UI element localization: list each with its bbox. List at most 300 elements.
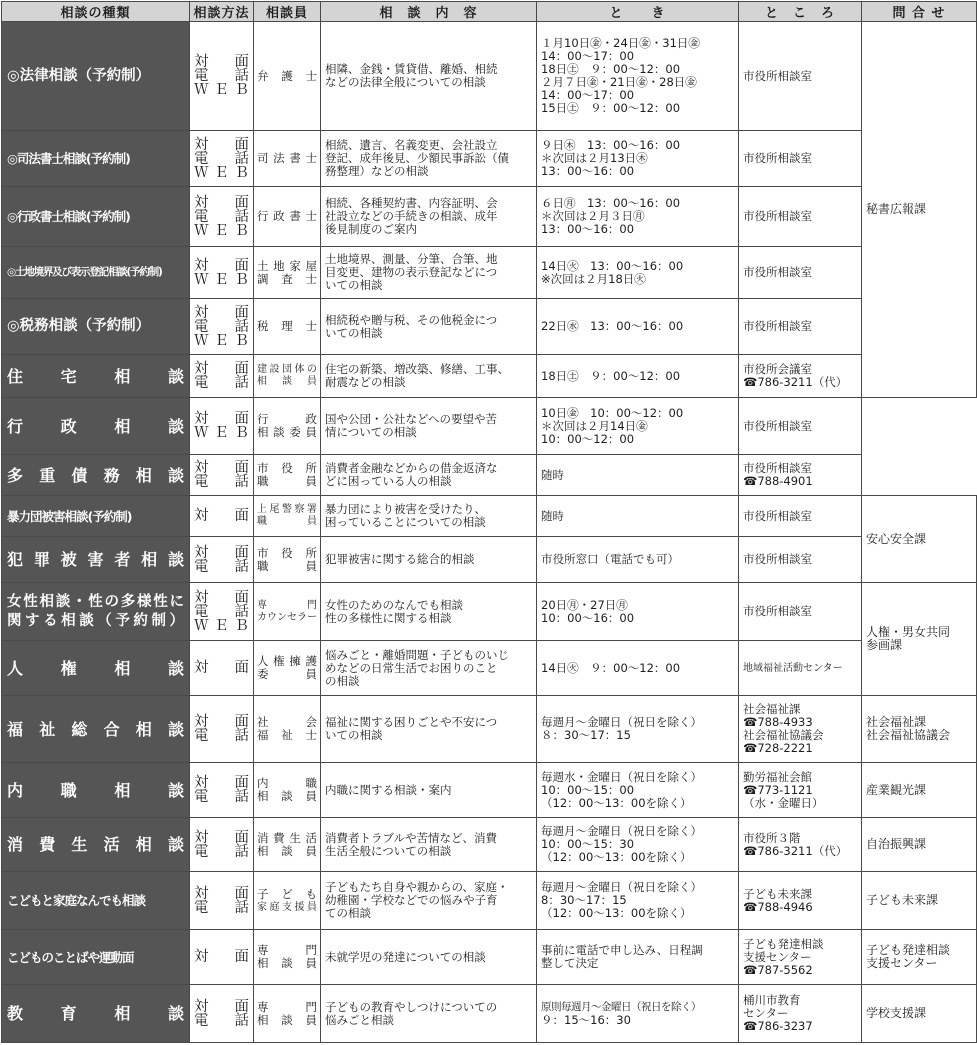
table-row <box>2 299 977 355</box>
contact-line: 参画課 <box>866 638 903 652</box>
row-type <box>2 930 190 985</box>
method-item: Ｗ Ｅ Ｂ <box>194 82 249 98</box>
counselor-line: 社 会 <box>257 715 317 729</box>
row-type <box>2 985 190 1043</box>
row-place <box>739 131 862 187</box>
time-line: 22日㊌ 13：00～16：00 <box>541 319 684 333</box>
time-line: ６日㊊ 13：00～16：00 <box>541 196 681 210</box>
method-item: 電 話 <box>194 789 249 805</box>
consultation-table <box>1 1 977 1043</box>
row-method <box>190 872 254 930</box>
content-line: 相続、各種契約書、内容証明、会 <box>325 196 498 210</box>
contact-line: 支援センター <box>866 956 938 970</box>
contact-cell <box>862 818 977 872</box>
table-row <box>2 355 977 398</box>
place-phone: ☎786-3211（代） <box>743 375 848 389</box>
row-type <box>2 537 190 583</box>
counselor-line: 調 査 士 <box>257 271 317 286</box>
method-item: 対 面 <box>194 714 249 730</box>
row-method <box>190 455 254 496</box>
time-line: 14日㊋ 13：00～16：00 <box>541 258 684 273</box>
method-item: Ｗ Ｅ Ｂ <box>194 164 249 181</box>
table-row <box>2 696 977 763</box>
row-content <box>321 537 537 583</box>
place-line: 桶川市教育 <box>743 993 801 1007</box>
method-item: Ｗ Ｅ Ｂ <box>194 222 249 239</box>
row-type-label: 住宅相談 <box>7 366 184 386</box>
header-type: 相談の種類 <box>2 2 190 22</box>
time-line: 随時 <box>541 467 564 482</box>
time-line: ＊次回は２月３日㊊ <box>541 209 645 223</box>
place-line: 市役所相談室 <box>743 508 812 523</box>
row-time <box>537 131 739 187</box>
row-content <box>321 872 537 930</box>
row-time <box>537 818 739 872</box>
row-time <box>537 187 739 247</box>
content-line: 生活全般についての相談 <box>325 843 452 858</box>
time-line: 毎週水・金曜日（祝日を除く） <box>541 769 702 784</box>
row-type <box>2 131 190 187</box>
content-line: 登記、成年後見、少額民事訴訟（債 <box>325 151 509 165</box>
time-line: 整して決定 <box>541 956 599 970</box>
time-line: ８：30～17：15 <box>541 728 631 742</box>
row-time <box>537 398 739 455</box>
row-method <box>190 299 254 355</box>
row-type-label: 行政相談 <box>7 416 184 436</box>
row-time <box>537 496 739 537</box>
row-type <box>2 818 190 872</box>
row-type-label: ◎法律相談（予約制） <box>7 67 151 84</box>
content-line: 困っていることについての相談 <box>325 515 486 529</box>
time-line: ９日㊍ 13：00～16：00 <box>541 138 681 152</box>
counselor-line: 人権擁護 <box>257 654 317 668</box>
time-line: 10：00～12：00 <box>541 431 635 446</box>
content-line: 相続、遺言、名義変更、会社設立 <box>325 138 498 152</box>
method-item: 対 面 <box>194 361 249 377</box>
header-counselor: 相談員 <box>254 2 321 22</box>
method-item: 電 話 <box>194 68 249 84</box>
row-content <box>321 763 537 818</box>
row-time <box>537 537 739 583</box>
row-counselor <box>254 872 321 930</box>
table-row <box>2 247 977 299</box>
row-type <box>2 355 190 398</box>
content-line: 性の多様性に関する相談 <box>325 610 452 625</box>
time-line: １月10日㊎・24日㊎・31日㊎ <box>541 36 700 50</box>
table-row <box>2 583 977 641</box>
time-line: （12：00～13：00を除く） <box>541 795 692 810</box>
row-place <box>739 398 862 455</box>
row-content <box>321 496 537 537</box>
row-content <box>321 818 537 872</box>
place-line: 市役所相談室 <box>743 68 812 83</box>
method-item: 対 面 <box>194 54 249 70</box>
counselor-line: 専 門 <box>257 999 317 1014</box>
content-line: 幼稚園・学校などでの悩みや子育 <box>325 893 498 907</box>
row-time <box>537 872 739 930</box>
table-row <box>2 537 977 583</box>
place-phone: ☎786-3237 <box>743 1019 813 1033</box>
place-phone: ☎787-5562 <box>743 962 813 977</box>
counselor-line: 職 員 <box>257 558 317 573</box>
method-item: 電 話 <box>194 375 249 391</box>
content-line: めなどの日常生活でお困りのこと <box>325 660 498 675</box>
header-place: と こ ろ <box>739 2 862 22</box>
content-line: 後見制度のご案内 <box>325 222 417 236</box>
row-counselor <box>254 537 321 583</box>
header-content: 相 談 内 容 <box>321 2 537 22</box>
row-type-label: 消費生活相談 <box>7 835 184 854</box>
row-type <box>2 398 190 455</box>
content-line: 土地境界、測量、分筆、合筆、地 <box>325 252 498 266</box>
method-item: 対 面 <box>194 829 249 846</box>
counselor-line: 家庭支援員 <box>257 901 317 913</box>
row-method <box>190 696 254 763</box>
row-content <box>321 985 537 1043</box>
place-line: 社会福祉課 <box>743 702 801 716</box>
content-line: 務整理）などの相談 <box>325 164 429 178</box>
content-line: 相隣、金銭・賃貸借、離婚、相続 <box>325 62 498 76</box>
row-method <box>190 496 254 537</box>
row-content <box>321 247 537 299</box>
row-type-label: こどもと家庭なんでも相談 <box>7 893 146 908</box>
counselor-line: 行 政 <box>257 412 317 426</box>
method-item: 電 話 <box>194 474 249 490</box>
contact-line: 社会福祉協議会 <box>866 728 951 742</box>
contact-line: 学校支援課 <box>866 1006 927 1020</box>
table-row <box>2 22 977 131</box>
row-type <box>2 455 190 496</box>
content-line: の相談 <box>325 673 360 688</box>
place-phone: ☎728-2221 <box>743 741 813 755</box>
row-time <box>537 355 739 398</box>
row-counselor <box>254 455 321 496</box>
row-counselor <box>254 398 321 455</box>
content-line: いての相談 <box>325 278 383 292</box>
counselor-line: 職 員 <box>257 516 317 527</box>
row-type-label: ◎税務相談（予約制） <box>7 318 151 334</box>
row-time <box>537 696 739 763</box>
place-line: 市役所相談室 <box>743 461 812 475</box>
time-line: 14日㊋ ９：00～12：00 <box>541 660 681 675</box>
row-type-label: ◎司法書士相談(予約制) <box>7 151 130 166</box>
content-line: どに困っている人の相談 <box>325 474 452 488</box>
counselor-line: 司法書士 <box>257 151 317 165</box>
contact-line: 子ども発達相談 <box>866 943 951 957</box>
row-place <box>739 187 862 247</box>
row-type-label: 福祉総合相談 <box>7 719 184 739</box>
row-type <box>2 583 190 641</box>
time-line: ２月７日㊎・21日㊎・28日㊎ <box>541 75 697 89</box>
row-time <box>537 22 739 131</box>
table-row <box>2 131 977 187</box>
place-line: （水・金曜日） <box>743 795 824 810</box>
content-line: 消費者トラブルや苦情など、消費 <box>325 830 498 845</box>
method-item: 対 面 <box>194 660 249 676</box>
row-type-label: こどものことばや運動面 <box>7 949 134 965</box>
row-place <box>739 583 862 641</box>
row-content <box>321 455 537 496</box>
method-item: Ｗ Ｅ Ｂ <box>194 271 249 288</box>
content-line: 住宅の新築、増改築、修繕、工事、 <box>325 362 509 376</box>
counselor-line: 福 祉 士 <box>257 728 317 742</box>
row-time <box>537 455 739 496</box>
method-item: 電 話 <box>194 843 249 860</box>
row-type-label: 関する相談（予約制） <box>7 612 184 629</box>
row-type-label: 内職相談 <box>7 780 184 800</box>
time-line: 毎週月～金曜日（祝日を除く） <box>541 824 702 838</box>
time-line: 毎週月～金曜日（祝日を除く） <box>541 715 702 729</box>
row-type <box>2 247 190 299</box>
time-line: 10：00～15：00 <box>541 782 635 797</box>
place-phone: ☎788-4946 <box>743 899 813 914</box>
time-line: 13：00～16：00 <box>541 164 635 178</box>
content-line: 福祉に関する困りごとや不安につ <box>325 715 498 729</box>
row-place <box>739 985 862 1043</box>
counselor-line: 専 門 <box>257 943 317 957</box>
row-time <box>537 985 739 1043</box>
row-counselor <box>254 187 321 247</box>
method-item: Ｗ Ｅ Ｂ <box>194 425 249 441</box>
row-time <box>537 930 739 985</box>
counselor-line: 行政書士 <box>257 209 317 223</box>
method-item: 電 話 <box>194 318 249 335</box>
header-time: と き <box>537 2 739 22</box>
time-line: 13：00～16：00 <box>541 222 635 236</box>
content-line: 子どもの教育やしつけについての <box>325 999 498 1014</box>
content-line: 悩みごと相談 <box>325 1012 394 1027</box>
method-item: 対 面 <box>194 136 249 153</box>
contact-cell <box>862 496 977 583</box>
time-line: 原則毎週月～金曜日（祝日を除く） <box>541 1000 701 1013</box>
row-type <box>2 641 190 696</box>
row-type <box>2 872 190 930</box>
time-line: 8：30～17：15 <box>541 893 627 907</box>
method-item: 対 面 <box>194 949 249 965</box>
method-item: 対 面 <box>194 775 249 791</box>
contact-line: 社会福祉課 <box>866 715 927 729</box>
row-counselor <box>254 299 321 355</box>
counselor-line: 市 役 所 <box>257 461 317 475</box>
method-item: 対 面 <box>194 544 249 561</box>
counselor-line: 専 門 <box>257 599 317 611</box>
content-line: 未就学児の発達についての相談 <box>325 949 486 964</box>
contact-line: 人権・男女共同 <box>866 625 951 639</box>
method-item: 電 話 <box>194 208 249 225</box>
contact-line: 自治振興課 <box>866 837 927 851</box>
method-item: 対 面 <box>194 460 249 476</box>
row-content <box>321 398 537 455</box>
row-time <box>537 247 739 299</box>
contact-line: 安心安全課 <box>866 531 927 546</box>
row-place <box>739 818 862 872</box>
place-line: 市役所３階 <box>743 830 801 845</box>
row-type <box>2 763 190 818</box>
content-line: 暴力団により被害を受けたり、 <box>325 502 486 516</box>
place-line: 市役所会議室 <box>743 362 812 376</box>
time-line: 事前に電話で申し込み、日程調 <box>541 943 703 957</box>
table-row <box>2 455 977 496</box>
header-contact: 問 合 せ <box>862 2 977 22</box>
method-item: 電 話 <box>194 603 249 620</box>
table-row <box>2 872 977 930</box>
method-item: 対 面 <box>194 257 249 274</box>
row-content <box>321 187 537 247</box>
time-line: 18日㊏ ９：00～12：00 <box>541 368 681 383</box>
time-line: ＊次回は２月13日㊍ <box>541 151 648 165</box>
contact-cell <box>862 872 977 930</box>
table-row <box>2 641 977 696</box>
counselor-line: 委 員 <box>257 667 317 681</box>
content-line: 悩みごと・離婚問題・子どものいじ <box>325 647 509 662</box>
place-line: 子ども未来課 <box>743 886 812 901</box>
contact-cell <box>862 763 977 818</box>
method-item: 対 面 <box>194 194 249 211</box>
method-item: 電 話 <box>194 558 249 575</box>
place-phone: ☎788-4933 <box>743 715 813 729</box>
place-line: センター <box>743 1006 789 1020</box>
row-method <box>190 398 254 455</box>
content-line: いての相談 <box>325 728 383 742</box>
place-phone: ☎786-3211（代） <box>743 843 848 858</box>
counselor-line: 消費生活 <box>257 830 317 845</box>
row-counselor <box>254 496 321 537</box>
row-content <box>321 131 537 187</box>
row-content <box>321 299 537 355</box>
contact-cell <box>862 583 977 696</box>
row-counselor <box>254 641 321 696</box>
content-line: 社設立などの手続きの相談、成年 <box>325 209 498 223</box>
table-row <box>2 496 977 537</box>
row-method <box>190 985 254 1043</box>
content-line: 相続税や贈与税、その他税金につ <box>325 312 498 327</box>
content-line: 目変更、建物の表示登記などにつ <box>325 265 498 279</box>
time-line: 18日㊏ ９：00～12：00 <box>541 62 681 76</box>
counselor-line: 税 理 士 <box>257 319 317 333</box>
row-counselor <box>254 930 321 985</box>
contact-cell <box>862 930 977 985</box>
table-row <box>2 930 977 985</box>
row-type <box>2 496 190 537</box>
row-counselor <box>254 985 321 1043</box>
row-method <box>190 131 254 187</box>
row-method <box>190 583 254 641</box>
counselor-line: 建設団体の <box>257 364 317 375</box>
method-item: 対 面 <box>194 411 249 427</box>
place-line: 市役所相談室 <box>743 604 812 618</box>
content-line: などの法律全般についての相談 <box>325 75 486 89</box>
row-place <box>739 696 862 763</box>
place-line: 社会福祉協議会 <box>743 728 824 742</box>
method-item: 電 話 <box>194 1012 249 1029</box>
row-counselor <box>254 22 321 131</box>
row-place <box>739 247 862 299</box>
row-type-label: 犯罪被害者相談 <box>7 550 184 569</box>
row-place <box>739 537 862 583</box>
row-time <box>537 583 739 641</box>
row-method <box>190 187 254 247</box>
table-row <box>2 763 977 818</box>
place-line: 市役所相談室 <box>743 319 812 333</box>
time-line: 随時 <box>541 508 564 523</box>
method-item: 電 話 <box>194 150 249 167</box>
content-line: ての相談 <box>325 906 371 920</box>
place-line: 子ども発達相談 <box>743 936 824 951</box>
row-type-label: 多重債務相談 <box>7 465 184 485</box>
content-line: 女性のためのなんでも相談 <box>325 597 463 612</box>
counselor-line: 職 員 <box>257 474 317 488</box>
row-place <box>739 299 862 355</box>
time-line: ９：15～16：30 <box>541 1012 631 1027</box>
row-content <box>321 355 537 398</box>
row-type-label: 暴力団被害相談(予約制) <box>7 508 132 524</box>
row-counselor <box>254 355 321 398</box>
table-row <box>2 187 977 247</box>
method-item: 対 面 <box>194 589 249 606</box>
row-place <box>739 763 862 818</box>
header-row <box>2 2 977 22</box>
counselor-line: 相談委員 <box>257 425 317 439</box>
time-line: 10日㊎ 10：00～12：00 <box>541 405 684 420</box>
row-method <box>190 355 254 398</box>
content-line: いての相談 <box>325 325 383 340</box>
row-counselor <box>254 247 321 299</box>
table-row <box>2 985 977 1043</box>
row-type-label: ◎行政書士相談(予約制) <box>7 209 130 224</box>
method-item: Ｗ Ｅ Ｂ <box>194 617 249 634</box>
place-line: 地域福祉活動センター <box>743 662 843 674</box>
counselor-line: 内 職 <box>257 776 317 790</box>
row-method <box>190 930 254 985</box>
time-line: （12：00～13：00を除く） <box>541 906 692 920</box>
time-line: 20日㊊・27日㊊ <box>541 597 628 612</box>
counselor-line: 弁 護 士 <box>257 68 317 83</box>
method-item: 電 話 <box>194 728 249 744</box>
counselor-line: 土地家屋 <box>257 258 317 273</box>
row-method <box>190 22 254 131</box>
row-place <box>739 641 862 696</box>
time-line: ＊次回は２月14日㊎ <box>541 418 648 433</box>
counselor-line: 相 談 員 <box>257 956 317 970</box>
method-item: 対 面 <box>194 998 249 1015</box>
row-time <box>537 641 739 696</box>
contact-cell <box>862 985 977 1043</box>
time-line: 14：00～17：00 <box>541 49 635 63</box>
counselor-line: 上尾警察署 <box>257 504 317 515</box>
row-place <box>739 930 862 985</box>
contact-cell <box>862 696 977 763</box>
contact-line: 秘書広報課 <box>866 202 927 216</box>
place-line: 市役所相談室 <box>743 552 812 566</box>
contact-cell <box>862 22 977 398</box>
time-line: 14：00～17：00 <box>541 88 635 102</box>
row-counselor <box>254 696 321 763</box>
row-time <box>537 763 739 818</box>
counselor-line: カウンセラー <box>257 611 317 623</box>
place-phone: ☎773-1121 <box>743 782 813 797</box>
row-type-label: ◎土地境界及び表示登記相談(予約制) <box>7 266 162 278</box>
contact-line: 子ども未来課 <box>866 893 939 907</box>
table-row <box>2 818 977 872</box>
row-type <box>2 299 190 355</box>
row-method <box>190 818 254 872</box>
content-line: 国や公団・公社などへの要望や苦 <box>325 412 498 426</box>
time-line: 10：00～15：30 <box>541 837 635 851</box>
method-item: 対 面 <box>194 304 249 321</box>
place-line: 勤労福祉会館 <box>743 769 812 784</box>
content-line: 消費者金融などからの借金返済な <box>325 461 498 475</box>
method-item: 電 話 <box>194 899 249 916</box>
